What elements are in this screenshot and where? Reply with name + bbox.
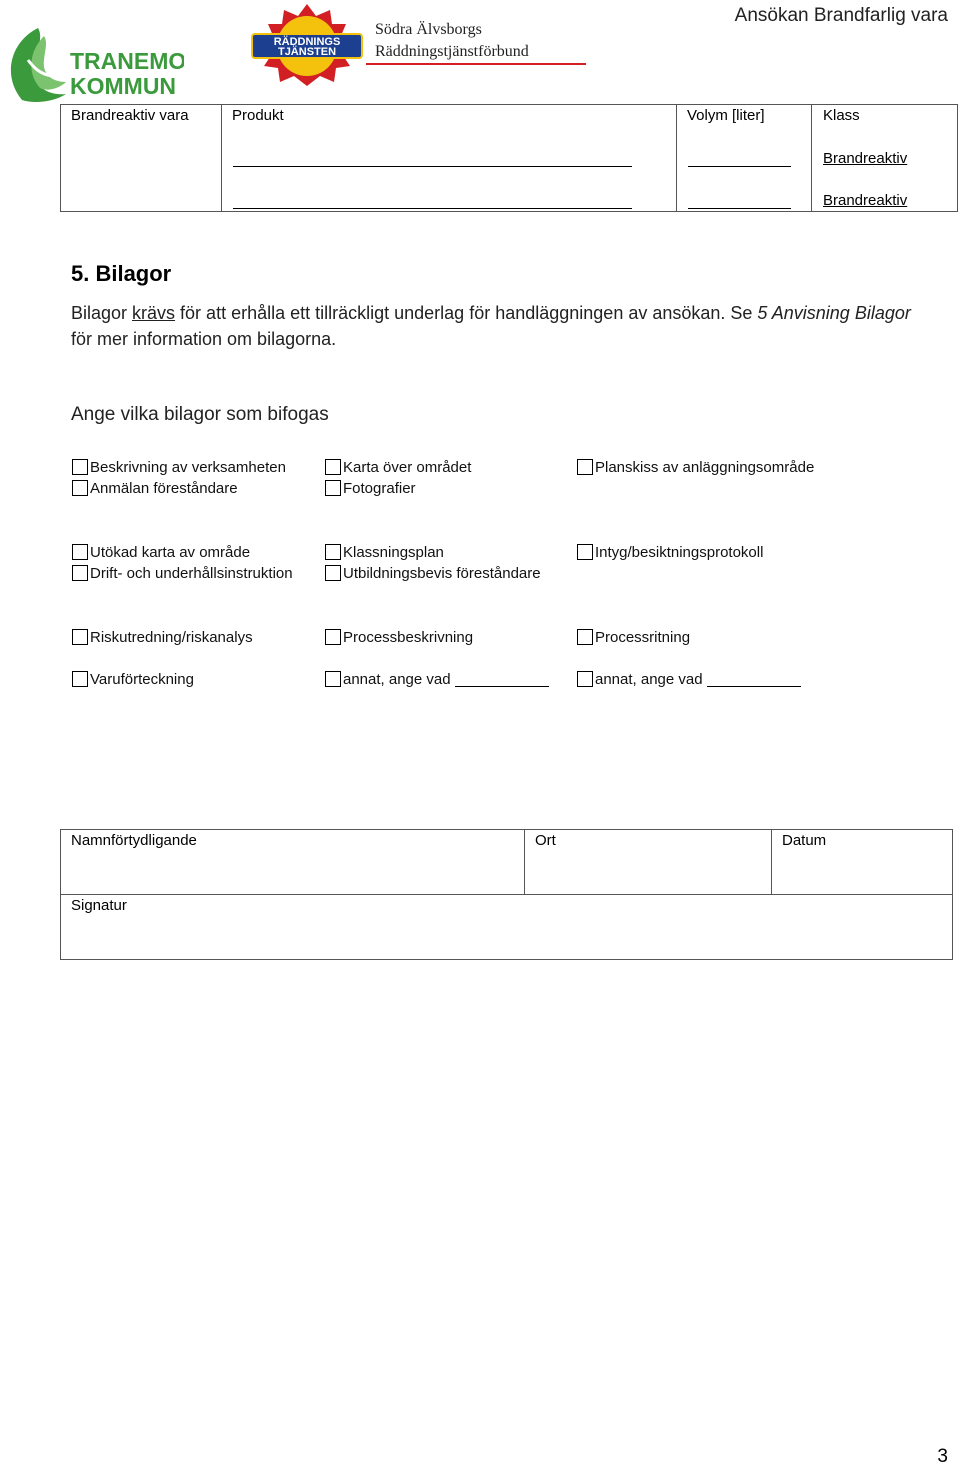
signatur-field[interactable]: [62, 917, 952, 959]
produkt-field-1[interactable]: [233, 166, 632, 167]
tranemo-logo-line1: TRANEMO: [70, 48, 184, 74]
header-red-rule: [366, 63, 586, 65]
checkbox-label: Drift- och underhållsinstruktion: [90, 564, 293, 582]
checkbox-label: Processbeskrivning: [343, 628, 474, 646]
namnfortydligande-label: Namnförtydligande: [71, 832, 197, 849]
org-name-line1: Södra Älvsborgs: [375, 21, 482, 38]
tranemo-logo-line2: KOMMUN: [70, 73, 177, 99]
document-title: Ansökan Brandfarlig vara: [734, 5, 948, 26]
attachments-subheading: Ange vilka bilagor som bifogas: [71, 404, 329, 425]
tranemo-kommun-logo: [4, 24, 184, 106]
table-divider: [811, 105, 812, 211]
checkbox-square[interactable]: [577, 459, 593, 475]
table-divider: [676, 105, 677, 211]
header-brandreaktiv-vara: Brandreaktiv vara: [71, 107, 189, 124]
paragraph-reference: 5 Anvisning Bilagor: [757, 303, 911, 323]
raddningstjansten-logo: [250, 2, 364, 88]
checkbox-planskiss[interactable]: [577, 457, 814, 477]
signatur-label: Signatur: [71, 897, 127, 914]
checkbox-square[interactable]: [325, 459, 341, 475]
checkbox-square[interactable]: [325, 565, 341, 581]
checkbox-square[interactable]: [577, 671, 593, 687]
produkt-field-2[interactable]: [233, 208, 632, 209]
checkbox-square[interactable]: [325, 544, 341, 560]
checkbox-processritning[interactable]: [577, 627, 690, 647]
checkbox-fotografier[interactable]: [325, 478, 416, 498]
datum-label: Datum: [782, 832, 827, 849]
table-divider: [221, 105, 222, 211]
section-heading: 5. Bilagor: [71, 261, 172, 286]
checkbox-square[interactable]: [72, 671, 88, 687]
checkbox-label: Beskrivning av verksamheten: [90, 458, 286, 476]
annat-text-field-2[interactable]: [707, 672, 801, 687]
checkbox-square[interactable]: [577, 629, 593, 645]
namnfortydligande-field[interactable]: [62, 852, 523, 893]
checkbox-utbildningsbevis[interactable]: [325, 563, 541, 583]
checkbox-label: annat, ange vad: [343, 670, 451, 688]
rtj-logo-line2: TJÄNSTEN: [277, 46, 337, 58]
checkbox-intyg-besiktningsprotokoll[interactable]: [577, 542, 763, 562]
checkbox-riskutredning[interactable]: [72, 627, 253, 647]
checkbox-square[interactable]: [325, 480, 341, 496]
volym-field-2[interactable]: [688, 208, 791, 209]
header-produkt: Produkt: [232, 107, 284, 124]
checkbox-label: Processritning: [595, 628, 691, 646]
paragraph-text: Bilagor: [71, 303, 133, 323]
paragraph-underlined-text: krävs: [132, 303, 176, 323]
checkbox-label: Klassningsplan: [343, 543, 444, 561]
checkbox-square[interactable]: [72, 480, 88, 496]
volym-field-1[interactable]: [688, 166, 791, 167]
checkbox-label: Intyg/besiktningsprotokoll: [595, 543, 764, 561]
checkbox-label: Utökad karta av område: [90, 543, 251, 561]
checkbox-square[interactable]: [325, 671, 341, 687]
checkbox-label: Fotografier: [343, 479, 416, 497]
table-divider: [61, 894, 952, 895]
checkbox-square[interactable]: [72, 565, 88, 581]
checkbox-label: Riskutredning/riskanalys: [90, 628, 253, 646]
checkbox-klassningsplan[interactable]: [325, 542, 444, 562]
ort-field[interactable]: [525, 852, 770, 893]
checkbox-label: Anmälan föreståndare: [90, 479, 238, 497]
section-paragraph: [71, 300, 931, 352]
checkbox-processbeskrivning[interactable]: [325, 627, 473, 647]
paragraph-text: för mer information om bilagorna.: [71, 329, 337, 349]
checkbox-square[interactable]: [72, 629, 88, 645]
checkbox-square[interactable]: [72, 459, 88, 475]
checkbox-beskrivning-av-verksamheten[interactable]: [72, 457, 286, 477]
checkbox-label: Varuförteckning: [90, 670, 194, 688]
header-klass: Klass: [823, 107, 860, 124]
checkbox-label: annat, ange vad: [595, 670, 703, 688]
signature-table: [60, 829, 953, 960]
checkbox-utokad-karta[interactable]: [72, 542, 250, 562]
checkbox-label: Utbildningsbevis föreståndare: [343, 564, 541, 582]
checkbox-label: Karta över området: [343, 458, 472, 476]
checkbox-square[interactable]: [577, 544, 593, 560]
header-volym: Volym [liter]: [687, 107, 765, 124]
annat-text-field-1[interactable]: [455, 672, 549, 687]
checkbox-square[interactable]: [325, 629, 341, 645]
org-name-line2: Räddningstjänstförbund: [375, 43, 529, 60]
product-table: [60, 104, 958, 212]
checkbox-anmalan-forestandare[interactable]: [72, 478, 238, 498]
checkbox-varuforteckning[interactable]: [72, 669, 194, 689]
checkbox-karta-over-omradet[interactable]: [325, 457, 471, 477]
page-number: 3: [937, 1446, 948, 1467]
datum-field[interactable]: [772, 852, 952, 893]
checkbox-square[interactable]: [72, 544, 88, 560]
checkbox-drift-underhall[interactable]: [72, 563, 293, 583]
rtj-logo-line1: RÄDDNINGS: [273, 36, 341, 48]
checkbox-annat-2[interactable]: [577, 669, 801, 689]
checkbox-label: Planskiss av anläggningsområde: [595, 458, 815, 476]
ort-label: Ort: [535, 832, 556, 849]
paragraph-text: för att erhålla ett tillräckligt underlag för handläggningen av ansökan. Se: [175, 303, 758, 323]
checkbox-annat-1[interactable]: [325, 669, 549, 689]
klass-dropdown-2[interactable]: Brandreaktiv: [823, 192, 908, 209]
klass-dropdown-1[interactable]: Brandreaktiv: [823, 150, 908, 167]
